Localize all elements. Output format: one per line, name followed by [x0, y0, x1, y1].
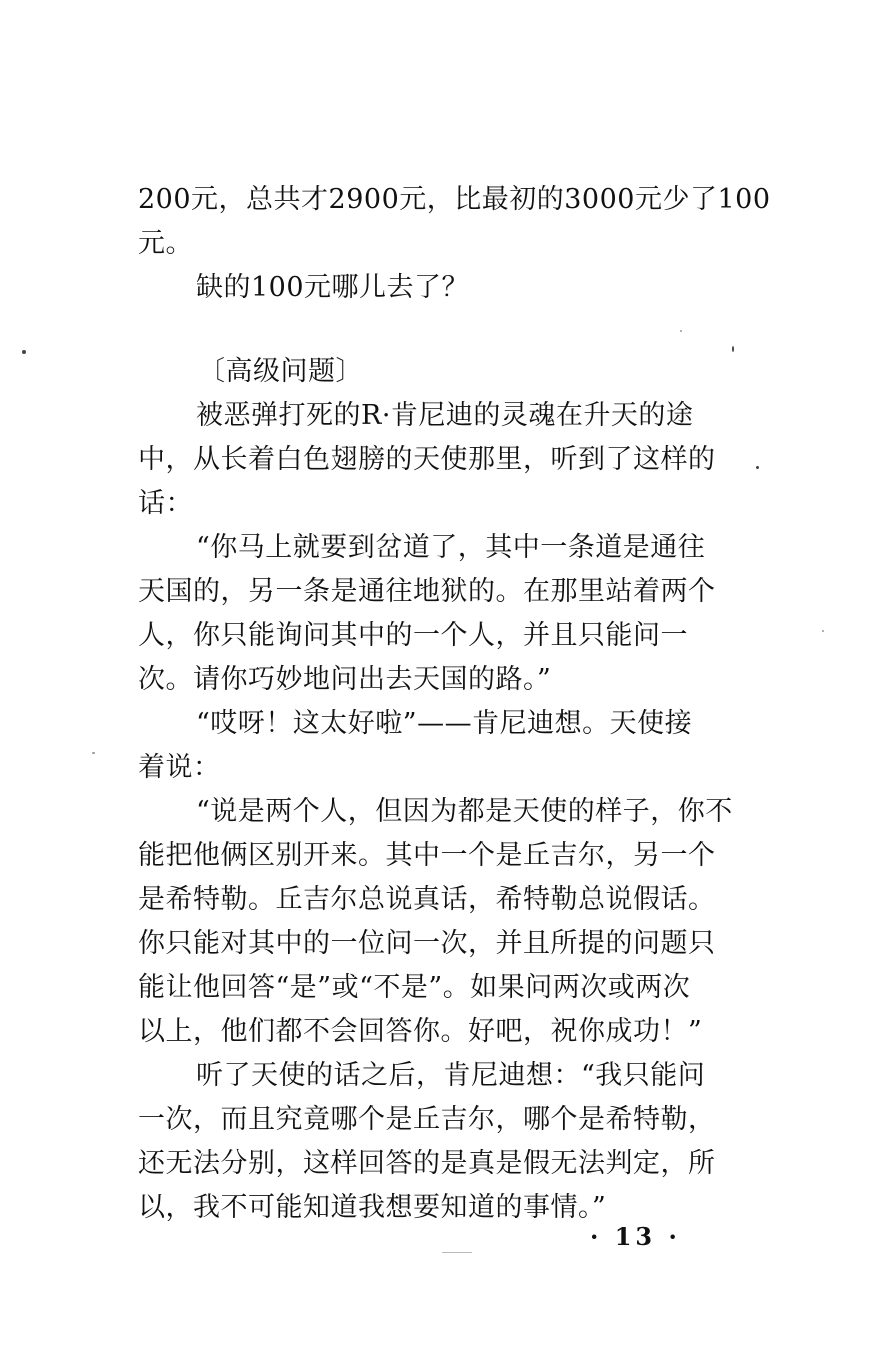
paragraph-line: 是希特勒。丘吉尔总说真话，希特勒总说假话。	[138, 884, 716, 915]
paragraph-line: 天国的，另一条是通往地狱的。在那里站着两个	[138, 576, 716, 607]
paragraph-line: 中，从长着白色翅膀的天使那里，听到了这样的	[138, 444, 716, 475]
paragraph-line: 被恶弹打死的R·肯尼迪的灵魂在升天的途	[196, 400, 694, 431]
paragraph-line: 200元，总共才2900元，比最初的3000元少了100	[138, 184, 771, 215]
scan-speck	[442, 1252, 472, 1253]
paragraph-line: 缺的100元哪儿去了？	[196, 272, 470, 303]
paragraph-line: 元。	[138, 228, 193, 259]
page-number: · 13 ·	[590, 1222, 681, 1251]
paragraph-line: 还无法分别，这样回答的是真是假无法判定，所	[138, 1148, 716, 1179]
scan-speck	[680, 330, 682, 332]
paragraph-line: 以上，他们都不会回答你。好吧，祝你成功！”	[138, 1016, 703, 1047]
paragraph-line: “你马上就要到岔道了，其中一条道是通往	[196, 532, 706, 563]
scan-speck	[756, 466, 759, 469]
paragraph-line: 以，我不可能知道我想要知道的事情。”	[138, 1192, 607, 1223]
paragraph-line: 听了天使的话之后，肯尼迪想：“我只能问	[196, 1060, 706, 1091]
paragraph-line: “说是两个人，但因为都是天使的样子，你不	[196, 796, 733, 827]
section-heading: 〔高级问题〕	[198, 356, 363, 387]
scan-speck	[22, 350, 26, 354]
paragraph-line: 人，你只能询问其中的一个人，并且只能问一	[138, 620, 688, 651]
paragraph-line: 话：	[138, 488, 193, 519]
paragraph-line: 你只能对其中的一位问一次，并且所提的问题只	[138, 928, 716, 959]
scan-speck	[822, 630, 824, 632]
paragraph-line: “哎呀！这太好啦”——肯尼迪想。天使接	[196, 708, 693, 739]
paragraph-line: 能把他俩区别开来。其中一个是丘吉尔，另一个	[138, 840, 716, 871]
paragraph-line: 一次，而且究竟哪个是丘吉尔，哪个是希特勒，	[138, 1104, 716, 1135]
paragraph-line: 能让他回答“是”或“不是”。如果问两次或两次	[138, 972, 691, 1003]
scan-speck	[732, 346, 734, 352]
paragraph-line: 次。请你巧妙地问出去天国的路。”	[138, 664, 552, 695]
scan-speck	[92, 752, 95, 754]
paragraph-line: 着说：	[138, 752, 221, 783]
